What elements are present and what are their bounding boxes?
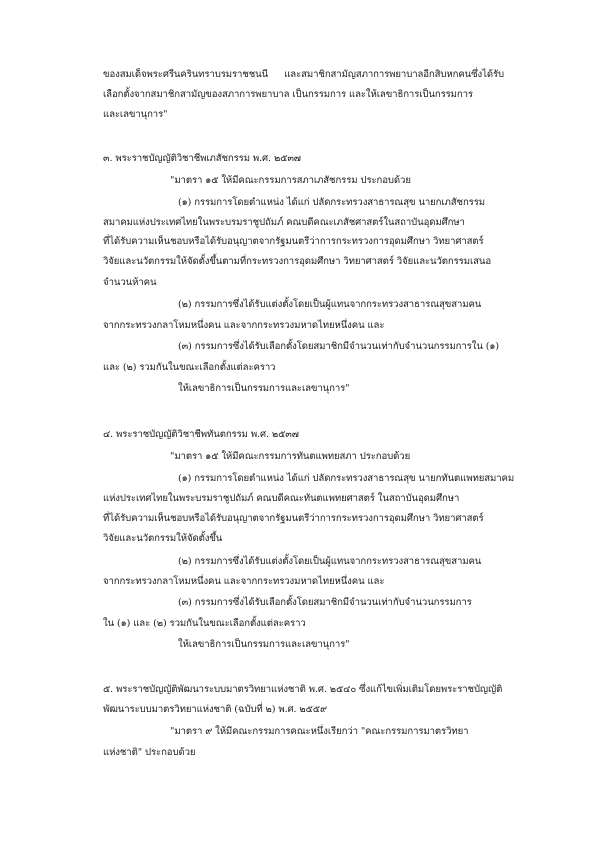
section-4-line-5: วิจัยและนวัตกรรมให้จัดตั้งขึ้น (103, 533, 223, 544)
section-5-heading: ๕. พระราชบัญญัติพัฒนาระบบมาตรวิทยาแห่งชาติ พ.ศ. ๒๕๔๐ ซึ่งแก้ไขเพิ่มเติมโดยพระราชบัญญัติ (103, 684, 503, 695)
section-3-line-7: (๒) กรรมการซึ่งได้รับแต่งตั้งโดยเป็นผู้แทนจากกระทรวงสาธารณสุขสามคน (178, 299, 482, 310)
section-4-line-8: (๓) กรรมการซึ่งได้รับเลือกตั้งโดยสมาชิกมีจำนวนเท่ากับจำนวนกรรมการ (178, 597, 472, 608)
section-3-heading: ๓. พระราชบัญญัติวิชาชีพเภสัชกรรม พ.ศ. ๒๕๓๗ (103, 153, 301, 164)
section-3-line-9: (๓) กรรมการซึ่งได้รับเลือกตั้งโดยสมาชิกมีจำนวนเท่ากับจำนวนกรรมการใน (๑) (178, 341, 500, 352)
section-4-line-2: (๑) กรรมการโดยตำแหน่ง ได้แก่ ปลัดกระทรวงสาธารณสุข นายกทันตแพทยสมาคม (178, 473, 515, 484)
section-4-line-1: "มาตรา ๑๕ ให้มีคณะกรรมการทันตแพทยสภา ประกอบด้วย (170, 451, 411, 462)
section-3-line-4: ที่ได้รับความเห็นชอบหรือได้รับอนุญาตจากรัฐมนตรีว่าการกระทรวงการอุดมศึกษา วิทยาศาสตร์ (103, 236, 484, 247)
section-5-line-1: พัฒนาระบบมาตรวิทยาแห่งชาติ (ฉบับที่ ๒) พ.ศ. ๒๕๕๙ (103, 704, 327, 715)
section-4-line-4: ที่ได้รับความเห็นชอบหรือได้รับอนุญาตจากรัฐมนตรีว่าการกระทรวงการอุดมศึกษา วิทยาศาสตร์ (103, 513, 484, 524)
section-3-line-5: วิจัยและนวัตกรรมให้จัดตั้งขึ้นตามที่กระทรวงการอุดมศึกษา วิทยาศาสตร์ วิจัยและนวัตกรรมเสนอ (103, 256, 492, 267)
intro-line-2: เลือกตั้งจากสมาชิกสามัญของสภาการพยาบาล เป็นกรรมการ และให้เลขาธิการเป็นกรรมการ (103, 89, 473, 100)
section-3-line-10: และ (๒) รวมกันในขณะเลือกตั้งแต่ละคราว (103, 362, 276, 373)
section-4-line-10: ให้เลขาธิการเป็นกรรมการและเลขานุการ" (178, 639, 350, 650)
section-4-line-7: จากกระทรวงกลาโหมหนึ่งคน และจากกระทรวงมหาดไทยหนึ่งคน และ (103, 576, 385, 587)
section-3-line-1: "มาตรา ๑๕ ให้มีคณะกรรมการสภาเภสัชกรรม ประกอบด้วย (170, 175, 411, 186)
section-4-line-9: ใน (๑) และ (๒) รวมกันในขณะเลือกตั้งแต่ละคราว (103, 618, 306, 629)
section-3-line-2: (๑) กรรมการโดยตำแหน่ง ได้แก่ ปลัดกระทรวงสาธารณสุข นายกเภสัชกรรม (178, 197, 485, 208)
section-3-line-3: สมาคมแห่งประเทศไทยในพระบรมราชูปถัมภ์ คณบดีคณะเภสัชศาสตร์ในสถาบันอุดมศึกษา (103, 217, 465, 228)
section-4-line-3: แห่งประเทศไทยในพระบรมราชูปถัมภ์ คณบดีคณะทันตแพทยศาสตร์ ในสถาบันอุดมศึกษา (103, 493, 460, 504)
section-4-heading: ๔. พระราชบัญญัติวิชาชีพทันตกรรม พ.ศ. ๒๕๓๗ (103, 429, 299, 440)
intro-line-1: ของสมเด็จพระศรีนครินทราบรมราชชนนี และสมาชิกสามัญสภาการพยาบาลอีกสิบหกคนซึ่งได้รับ (103, 69, 504, 80)
section-5-line-3: แห่งชาติ" ประกอบด้วย (103, 747, 196, 758)
section-4-line-6: (๒) กรรมการซึ่งได้รับแต่งตั้งโดยเป็นผู้แทนจากกระทรวงสาธารณสุขสามคน (178, 556, 482, 567)
section-3-line-11: ให้เลขาธิการเป็นกรรมการและเลขานุการ" (178, 383, 350, 394)
intro-line-3: และเลขานุการ" (103, 109, 168, 120)
section-3-line-6: จำนวนห้าคน (103, 277, 157, 288)
section-3-line-8: จากกระทรวงกลาโหมหนึ่งคน และจากกระทรวงมหาดไทยหนึ่งคน และ (103, 320, 385, 331)
section-5-line-2: "มาตรา ๙ ให้มีคณะกรรมการคณะหนึ่งเรียกว่า "คณะกรรมการมาตรวิทยา (170, 726, 469, 737)
